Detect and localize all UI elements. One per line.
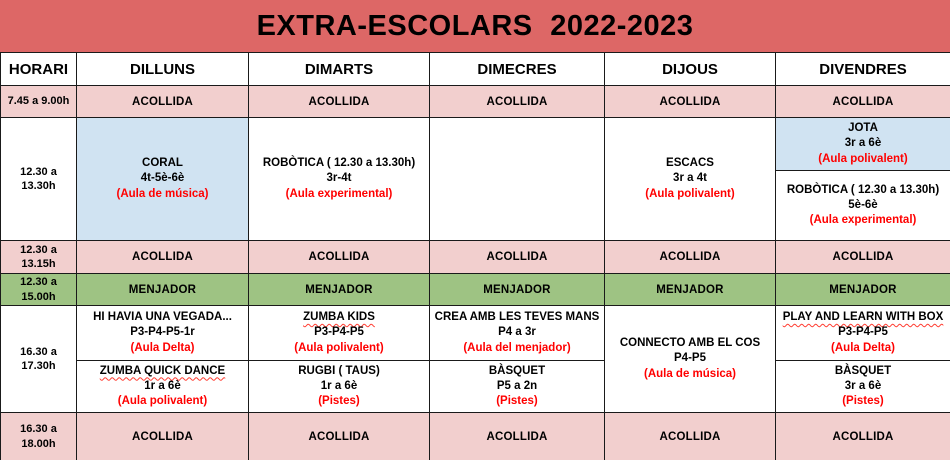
activity-name: BÀSQUET: [834, 364, 892, 377]
activity-name: BÀSQUET: [488, 364, 546, 377]
acollida-cell: ACOLLIDA: [249, 86, 430, 118]
activity-room: (Aula polivalent): [818, 152, 908, 165]
menjador-cell: MENJADOR: [430, 274, 605, 306]
activity-connecto-amb-el-cos: [605, 306, 776, 413]
col-header-divendres: DIVENDRES: [776, 53, 950, 86]
col-header-dilluns: DILLUNS: [77, 53, 249, 86]
evening-care-row: [1, 413, 950, 460]
activity-room: (Pistes): [842, 395, 884, 408]
activity-name: RUGBI ( TAUS): [298, 364, 380, 377]
activity-groups: 5è-6è: [848, 198, 878, 211]
activity-groups: P3-P4-P5: [838, 326, 888, 339]
acollida-cell: ACOLLIDA: [77, 413, 249, 460]
time-range: 16.30 a 18.00h: [1, 413, 77, 460]
activity-room: (Aula polivalent): [117, 395, 208, 408]
time-range: 7.45 a 9.00h: [1, 86, 77, 118]
activity-name: ROBÒTICA ( 12.30 a 13.30h): [262, 157, 416, 170]
col-header-horari: HORARI: [1, 53, 77, 86]
activity-groups: 4t-5è-6è: [140, 172, 185, 185]
lunch-row: [1, 274, 950, 306]
activity-room: (Pistes): [318, 395, 360, 408]
activity-robotica-5e-6e: [776, 171, 950, 241]
activity-robotica-3r-4t: [249, 118, 430, 241]
activity-groups: P4-P5: [674, 352, 706, 365]
acollida-cell: ACOLLIDA: [776, 413, 950, 460]
acollida-cell: ACOLLIDA: [430, 413, 605, 460]
activity-name: ZUMBA QUICK DANCE: [99, 364, 226, 377]
activity-name: PLAY AND LEARN WITH BOX: [782, 311, 944, 324]
activity-room: (Aula experimental): [809, 214, 917, 227]
acollida-cell: ACOLLIDA: [249, 413, 430, 460]
afternoon-activities-row-2: [1, 361, 950, 413]
activity-groups: 1r a 6è: [144, 379, 181, 392]
time-range: 12.30 a 13.15h: [1, 241, 77, 274]
menjador-cell: MENJADOR: [77, 274, 249, 306]
menjador-cell: MENJADOR: [776, 274, 950, 306]
activity-zumba-quick-dance: [77, 361, 249, 413]
activity-name: CREA AMB LES TEVES MANS: [434, 311, 600, 324]
acollida-cell: ACOLLIDA: [605, 86, 776, 118]
afternoon-activities-row: [1, 306, 950, 361]
activity-name: CORAL: [142, 157, 183, 170]
acollida-cell: ACOLLIDA: [605, 413, 776, 460]
activity-name: ZUMBA KIDS: [303, 311, 375, 324]
activity-name: HI HAVIA UNA VEGADA...: [93, 311, 232, 324]
activity-coral: [77, 118, 249, 241]
activity-room: (Aula Delta): [130, 341, 195, 354]
activity-room: (Aula del menjador): [463, 341, 571, 354]
col-header-dijous: DIJOUS: [605, 53, 776, 86]
activity-groups: 3r a 6è: [844, 137, 882, 150]
col-header-dimarts: DIMARTS: [249, 53, 430, 86]
activity-groups: P3-P4-P5-1r: [130, 326, 195, 339]
acollida-cell: ACOLLIDA: [776, 241, 950, 274]
time-range: 12.30 a 13.30h: [1, 118, 77, 241]
activity-room: (Aula experimental): [285, 187, 393, 200]
acollida-cell: ACOLLIDA: [430, 86, 605, 118]
acollida-cell: ACOLLIDA: [776, 86, 950, 118]
activity-name: ROBÒTICA ( 12.30 a 13.30h): [786, 183, 940, 196]
time-range: 16.30 a 17.30h: [1, 306, 77, 413]
page-title: EXTRA-ESCOLARS 2022-2023: [256, 9, 694, 42]
acollida-cell: ACOLLIDA: [430, 241, 605, 274]
activity-groups: 3r a 6è: [844, 379, 882, 392]
header-row: [1, 53, 950, 86]
activity-crea-amb-les-teves-mans: [430, 306, 605, 361]
midday-activities-row: [1, 118, 950, 171]
activity-name: ESCACS: [666, 157, 714, 170]
activity-hi-havia-una-vegada: [77, 306, 249, 361]
midday-care-row: [1, 241, 950, 274]
activity-name: JOTA: [848, 122, 878, 135]
activity-groups: P3-P4-P5: [314, 326, 364, 339]
empty-cell-dimecres: [430, 118, 605, 241]
activity-groups: 1r a 6è: [320, 379, 358, 392]
activity-room: (Aula de música): [643, 367, 737, 380]
activity-play-and-learn-with-box: [776, 306, 950, 361]
activity-basquet-3r-6e: [776, 361, 950, 413]
activity-escacs: [605, 118, 776, 241]
activity-groups: P4 a 3r: [498, 326, 536, 339]
activity-jota: [776, 118, 950, 171]
activity-room: (Aula de música): [116, 187, 209, 200]
col-header-dimecres: DIMECRES: [430, 53, 605, 86]
activity-room: (Aula polivalent): [294, 341, 384, 354]
activity-room: (Aula Delta): [831, 341, 895, 354]
activity-groups: P5 a 2n: [496, 379, 538, 392]
menjador-cell: MENJADOR: [605, 274, 776, 306]
acollida-cell: ACOLLIDA: [605, 241, 776, 274]
acollida-cell: ACOLLIDA: [249, 241, 430, 274]
morning-care-row: [1, 86, 950, 118]
acollida-cell: ACOLLIDA: [77, 86, 249, 118]
time-range: 12.30 a 15.00h: [1, 274, 77, 306]
activity-groups: 3r a 4t: [673, 172, 707, 185]
activity-basquet-p5-2n: [430, 361, 605, 413]
activity-zumba-kids: [249, 306, 430, 361]
activity-room: (Aula polivalent): [645, 187, 735, 200]
acollida-cell: ACOLLIDA: [77, 241, 249, 274]
activity-room: (Pistes): [496, 395, 538, 408]
schedule-table: [0, 52, 950, 460]
activity-groups: 3r-4t: [326, 172, 352, 185]
activity-rugbi: [249, 361, 430, 413]
title-banner: [0, 0, 950, 52]
menjador-cell: MENJADOR: [249, 274, 430, 306]
activity-name: CONNECTO AMB EL COS: [619, 337, 761, 350]
